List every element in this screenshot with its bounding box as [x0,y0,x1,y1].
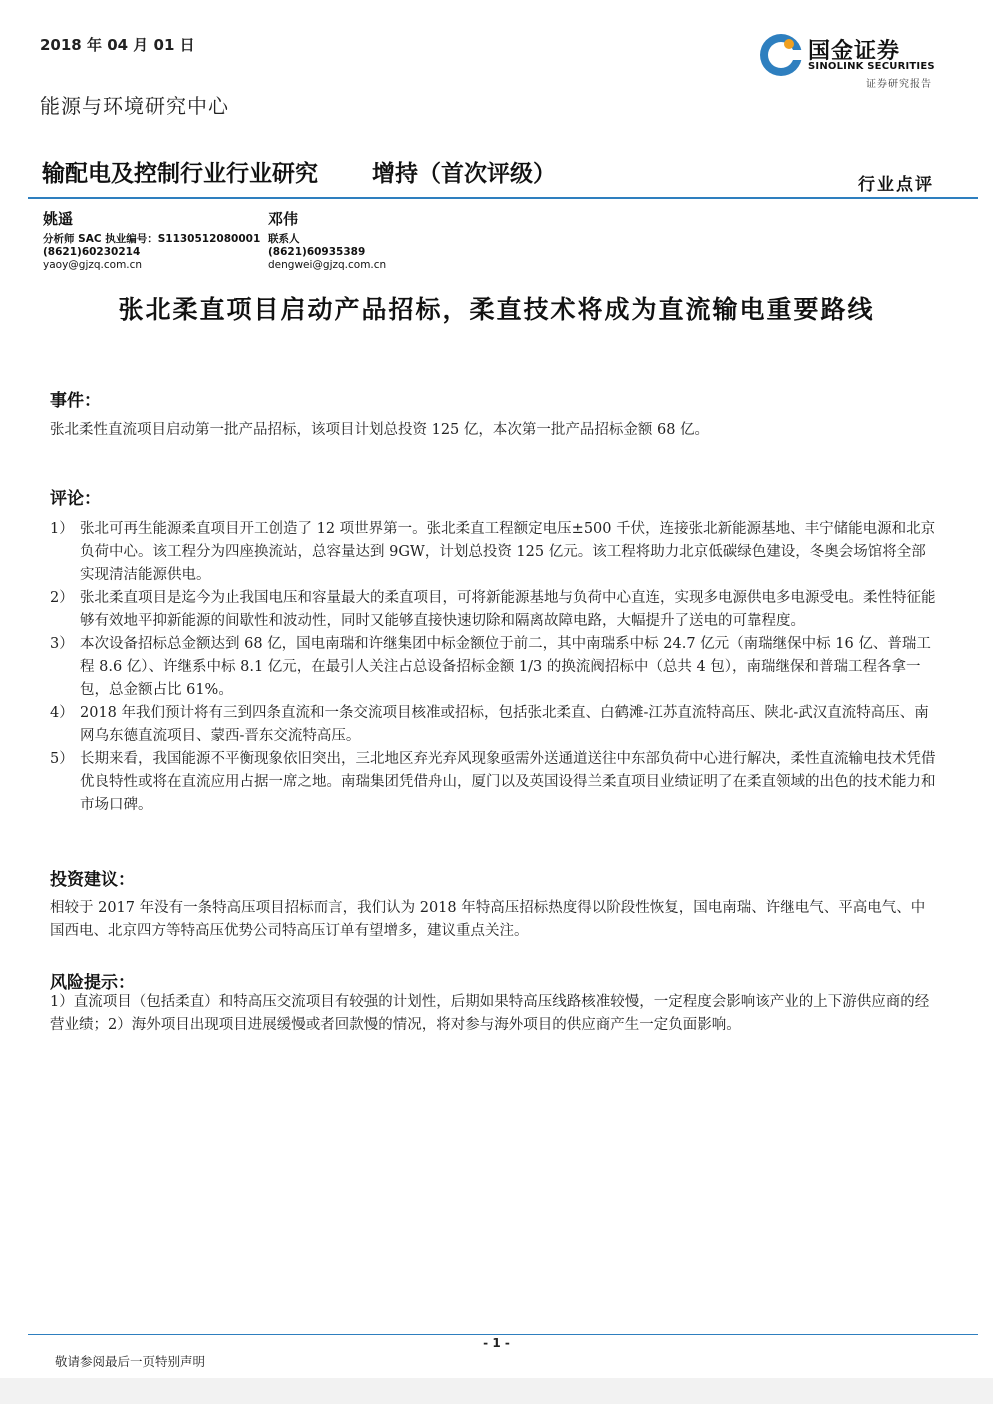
list-number: 5） [50,751,74,767]
analyst-credential: 联系人 [268,233,300,245]
list-item [50,748,938,817]
logo-subtitle: 证券研究报告 [866,79,932,90]
analyst-email[interactable]: dengwei@gjzq.com.cn [268,259,387,271]
analyst-phone: (8621)60935389 [268,246,366,258]
analyst-name: 姚遥 [43,210,74,228]
report-date: 2018 年 04 月 01 日 [40,36,195,54]
risk-text: 1）直流项目（包括柔直）和特高压交流项目有较强的计划性，后期如果特高压线路核准较慢，一定程度会影响该产业的上下游供应商的经营业绩；2）海外项目出现项目进展缓慢或者回款慢的情况，将对参与海外项目的供应商产生一定负面影响。 [50,994,930,1033]
list-item [50,702,938,748]
list-number: 2） [50,590,74,606]
list-item [50,587,938,633]
analyst-card [43,208,260,272]
risk-heading: 风险提示： [50,973,135,993]
list-text: 长期来看，我国能源不平衡现象依旧突出，三北地区弃光弃风现象亟需外送通道送往中东部负荷中心进行解决，柔性直流输电技术凭借优良特性或将在直流应用占据一席之地。南瑞集团凭借舟山，厦门以及英国设得兰柔直项目业绩证明了在柔直领域的出色的技术能力和市场口碑。 [80,751,936,813]
comment-list [50,518,938,817]
header-divider [28,197,978,199]
sinolink-logo-icon [758,32,804,78]
event-text: 张北柔性直流项目启动第一批产品招标，该项目计划总投资 125 亿，本次第一批产品招标金额 68 亿。 [50,422,710,438]
report-type: 行业点评 [858,175,934,195]
rating-label: 增持（首次评级） [372,161,556,187]
analyst-credential: 分析师 SAC 执业编号：S1130512080001 [43,233,261,245]
list-number: 3） [50,636,74,652]
research-center: 能源与环境研究中心 [40,94,229,118]
comment-heading: 评论： [50,489,101,509]
page-number: - 1 - [483,1336,510,1350]
list-text: 张北可再生能源柔直项目开工创造了 12 项世界第一。张北柔直工程额定电压±500 千伏，连接张北新能源基地、丰宁储能电源和北京负荷中心。该工程分为四座换流站，总容量达到 9GW，计划总投资 125 亿元。该工程将助力北京低碳绿色建设，冬奥会场馆将全部实现清洁能源供电。 [80,521,936,583]
logo-name-en: SINOLINK SECURITIES [808,61,935,72]
list-text: 本次设备招标总金额达到 68 亿，国电南瑞和许继集团中标金额位于前二，其中南瑞系中标 24.7 亿元（南瑞继保中标 16 亿、普瑞工程 8.6 亿）、许继系中标 8.1 亿元，在最引人关注占总设备招标金额 1/3 的换流阀招标中（总共 4 包），南瑞继保和普瑞工程各拿一包，总金额占比 61%。 [80,636,931,698]
analyst-phone: (8621)60230214 [43,246,141,258]
analyst-card [268,208,386,272]
list-text: 2018 年我们预计将有三到四条直流和一条交流项目核准或招标，包括张北柔直、白鹤滩-江苏直流特高压、陕北-武汉直流特高压、南网乌东德直流项目、蒙西-晋东交流特高压。 [80,705,929,744]
logo-name-cn: 国金证券 [808,39,901,64]
footer-divider [28,1334,978,1335]
list-number: 4） [50,705,74,721]
analyst-email[interactable]: yaoy@gjzq.com.cn [43,259,143,271]
event-heading: 事件： [50,391,101,411]
industry-heading: 输配电及控制行业行业研究 [42,161,318,187]
list-item [50,518,938,587]
investment-heading: 投资建议： [50,870,135,890]
bottom-band [0,1378,993,1404]
report-title: 张北柔直项目启动产品招标，柔直技术将成为直流输电重要路线 [118,295,875,324]
investment-text: 相较于 2017 年没有一条特高压项目招标而言，我们认为 2018 年特高压招标热度得以阶段性恢复，国电南瑞、许继电气、平高电气、中国西电、北京四方等特高压优势公司特高压订单有望增多，建议重点关注。 [50,900,926,939]
disclaimer-note: 敬请参阅最后一页特别声明 [55,1354,206,1369]
analyst-name: 邓伟 [268,210,299,228]
list-item [50,633,938,702]
list-number: 1） [50,521,74,537]
list-text: 张北柔直项目是迄今为止我国电压和容量最大的柔直项目，可将新能源基地与负荷中心直连，实现多电源供电多电源受电。柔性特征能够有效地平抑新能源的间歇性和波动性，同时又能够直接快速切除和隔离故障电路，大幅提升了送电的可靠程度。 [80,590,936,629]
